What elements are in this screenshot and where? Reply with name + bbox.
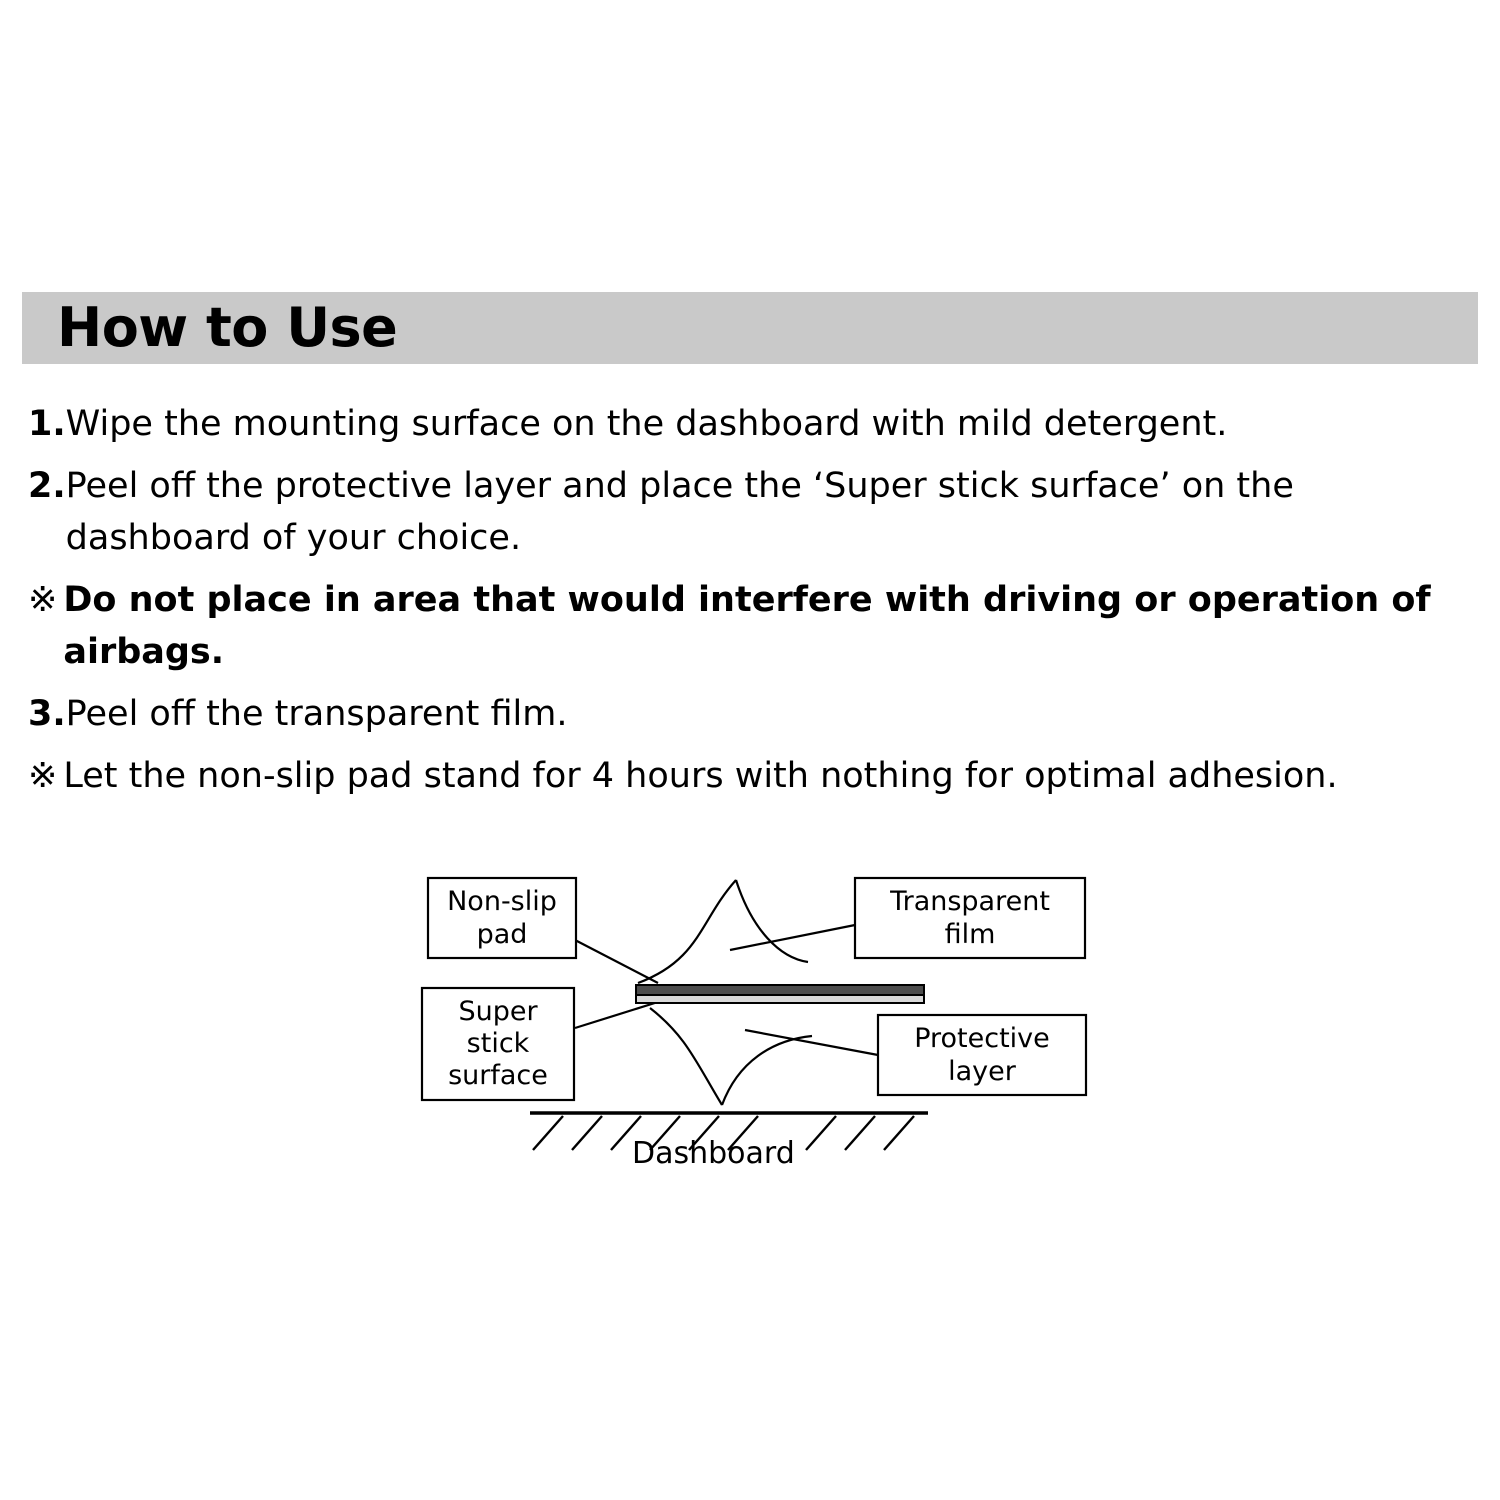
label-transparent-film-line2: film xyxy=(944,919,996,950)
instruction-marker: 3. xyxy=(28,694,66,734)
instruction-item-note-adhesion xyxy=(28,750,1448,802)
label-transparent-film xyxy=(855,878,1085,958)
label-transparent-film-line1: Transparent xyxy=(890,886,1050,917)
instruction-item-1 xyxy=(28,398,1448,450)
label-super-stick-line2: stick xyxy=(466,1028,530,1059)
instruction-text: Let the non-slip pad stand for 4 hours with nothing for optimal adhesion. xyxy=(63,756,1338,796)
reference-mark-icon: ※ xyxy=(28,580,58,620)
label-protective-layer-line2: layer xyxy=(948,1056,1016,1087)
dashboard-caption-text: Dashboard xyxy=(632,1136,795,1171)
instruction-item-3 xyxy=(28,688,1448,740)
instruction-list xyxy=(28,398,1448,812)
page-title: How to Use xyxy=(57,296,398,359)
cross-section-diagram xyxy=(400,850,1120,1220)
leader-transparent-film xyxy=(730,925,855,950)
instruction-item-warning-airbags xyxy=(28,574,1448,678)
label-non-slip-pad-line1: Non-slip xyxy=(447,886,557,917)
label-super-stick-line3: surface xyxy=(448,1060,548,1091)
label-non-slip-pad-line2: pad xyxy=(476,919,528,950)
leader-non-slip-pad xyxy=(575,940,658,983)
non-slip-pad-layer xyxy=(636,985,924,995)
instruction-text: Peel off the protective layer and place the ‘Super stick surface’ on the dashboard of your choice. xyxy=(65,466,1294,558)
peel-curve-layer-bottom xyxy=(650,1008,722,1105)
dashboard-surface xyxy=(530,1113,928,1171)
instruction-marker: 2. xyxy=(28,466,66,506)
instruction-text: Peel off the transparent film. xyxy=(65,694,568,734)
peel-curve-layer-right xyxy=(722,1036,812,1105)
label-non-slip-pad xyxy=(428,878,576,958)
pad-stack xyxy=(636,985,924,1003)
dashboard-caption xyxy=(632,1136,795,1171)
instruction-item-2 xyxy=(28,460,1448,564)
label-super-stick-surface xyxy=(422,988,574,1100)
peel-curve-film-right xyxy=(736,880,808,962)
label-protective-layer xyxy=(878,1015,1086,1095)
instruction-text: Do not place in area that would interfere with driving or operation of airbags. xyxy=(63,580,1431,672)
super-stick-surface-layer xyxy=(636,995,924,1003)
label-super-stick-line1: Super xyxy=(458,996,538,1027)
label-protective-layer-line1: Protective xyxy=(914,1023,1050,1054)
leader-super-stick-surface xyxy=(575,1002,658,1028)
peel-curve-film-top xyxy=(638,880,736,983)
instruction-marker: 1. xyxy=(28,404,66,444)
instruction-text: Wipe the mounting surface on the dashboard with mild detergent. xyxy=(65,404,1228,444)
reference-mark-icon: ※ xyxy=(28,756,58,796)
